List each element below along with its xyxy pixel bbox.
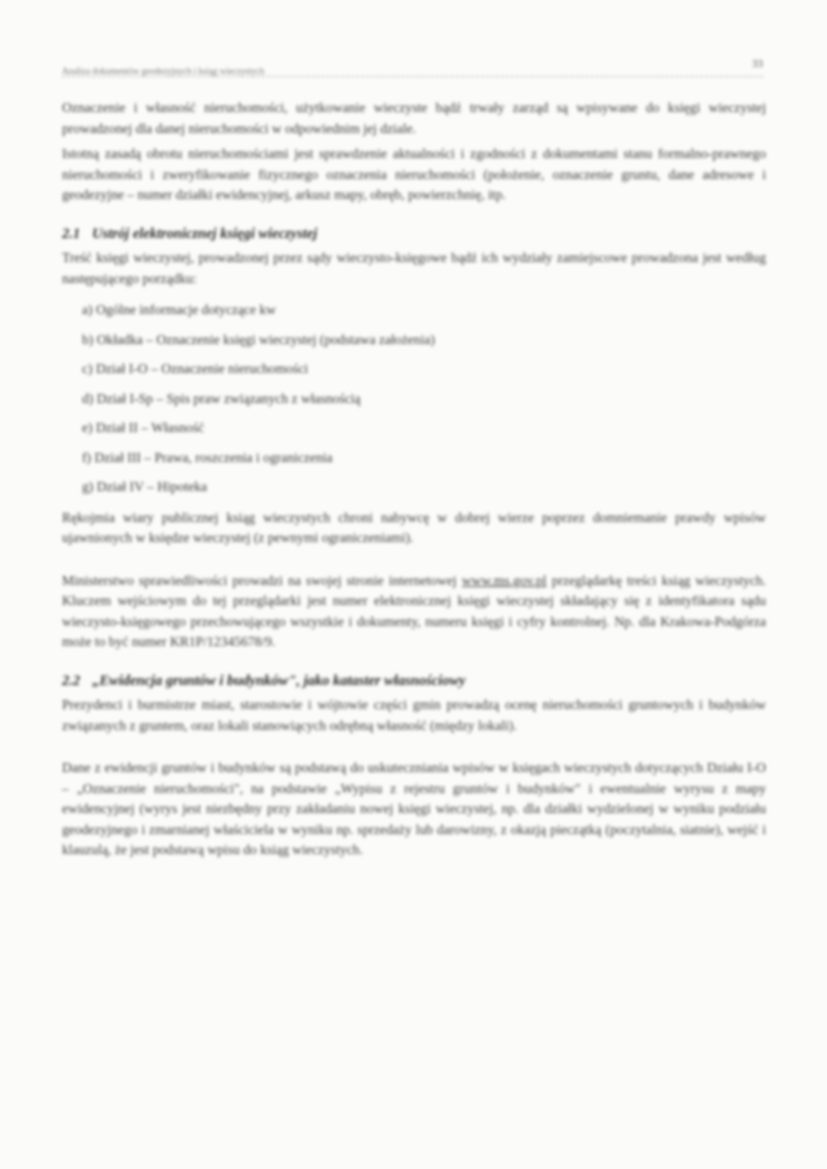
page-header	[62, 58, 763, 82]
ministry-paragraph	[62, 571, 766, 653]
page-body	[62, 98, 766, 861]
kw-structure-list	[62, 295, 766, 502]
paragraph-intro-1: Oznaczenie i własność nieruchomości, użytkowanie wieczyste bądź trwały zarząd są wpisywane do księgi wieczystej prowadzonej dla danej nieruchomości w odpowiednim jej dziale.	[62, 100, 766, 136]
header-rule	[62, 76, 763, 77]
list-item: d) Dział I-Sp – Spis praw związanych z własnością	[82, 390, 361, 406]
section-2-paragraph: Dane z ewidencji gruntów i budynków są podstawą do uskuteczniania wpisów w księgach wieczystych dotyczących Działu I-O – „Oznaczenie nieruchomości", na podstawie „Wypisu z rejestru gruntów i budynków" i ewentualnie wyrysu z mapy ewidencyjnej (wyrys jest niezbędny przy zakładaniu nowej księgi wieczystej, np. dla działki wydzielonej w wyniku podziału geodezyjnego i zmarnianej właściciela w wyniku np. sprzedaży lub darowizny, z okazją pieczątką (poczytalnia, siatnie), wejść i klauzulą, że jest podstawą wpisu do ksiąg wieczystych.	[62, 760, 766, 857]
paragraph-intro-2: Istotną zasadą obrotu nieruchomościami jest sprawdzenie aktualności i zgodności z dokumentami stanu formalno-prawnego nieruchomości i zweryfikowanie fizycznego oznaczenia nieruchomości (położenie, oznaczenie gruntu, dane adresowe i geodezyjne – numer działki ewidencyjnej, arkusz mapy, obręb, powierzchnię, itp.	[62, 146, 766, 202]
ministry-text-start: Ministerstwo sprawiedliwości prowadzi na swojej stronie internetowej	[62, 572, 462, 588]
section-1-lead: Treść księgi wieczystej, prowadzonej przez sądy wieczysto-księgowe bądź ich wydziały zamiejscowe prowadzona jest według następującego porządku:	[62, 250, 766, 286]
list-item: e) Dział II – Własność	[82, 420, 205, 435]
list-item: g) Dział IV – Hipoteka	[82, 479, 208, 494]
page-number: 33	[752, 58, 763, 70]
section-title: Ustrój elektronicznej księgi wieczystej	[92, 225, 318, 242]
ministry-text-end: przeglądarkę treści ksiąg wieczystych. Kluczem wejściowym do tej przeglądarki jest numer elektronicznej księgi wieczystej składający się z identyfikatora sądu wieczysto-księgowego przechowującego wszystkie i dokumenty, numeru księgi i cyfry kontrolnej. Np. dla Krakowa-Podgórza może to być numer KR1P/12345678/9.	[62, 572, 767, 649]
section-2-lead: Prezydenci i burmistrze miast, starostowie i wójtowie części gmin prowadzą ocenę nieruchomości gruntowych i budynków związanych z gruntem, oraz lokali stanowiących odrębną własność (między lokali).	[62, 697, 766, 733]
section-heading-2-1	[62, 224, 766, 245]
ministry-link[interactable]: www.ms.gov.pl	[461, 572, 547, 588]
section-1-after: Rękojmia wiary publicznej ksiąg wieczystych chroni nabywcę w dobrej wierze poprzez domniemanie prawdy wpisów ujawnionych w księdze wieczystej (z pewnymi ograniczeniami).	[62, 509, 766, 545]
list-item: c) Dział I-O – Oznaczenie nieruchomości	[82, 361, 309, 376]
list-item: b) Okładka – Oznaczenie księgi wieczystej (podstawa założenia)	[82, 331, 435, 347]
list-item: a) Ogólne informacje dotyczące kw	[82, 302, 276, 317]
section-heading-2-2	[62, 671, 766, 692]
running-header: Analiza dokumentów geodezyjnych i ksiąg wieczystych	[62, 66, 265, 76]
section-number: 2.1	[62, 225, 81, 242]
section-number: 2.2	[62, 672, 81, 689]
section-title: „Ewidencja gruntów i budynków", jako kataster własnościowy	[92, 672, 466, 689]
list-item: f) Dział III – Prawa, roszczenia i ograniczenia	[82, 449, 333, 465]
